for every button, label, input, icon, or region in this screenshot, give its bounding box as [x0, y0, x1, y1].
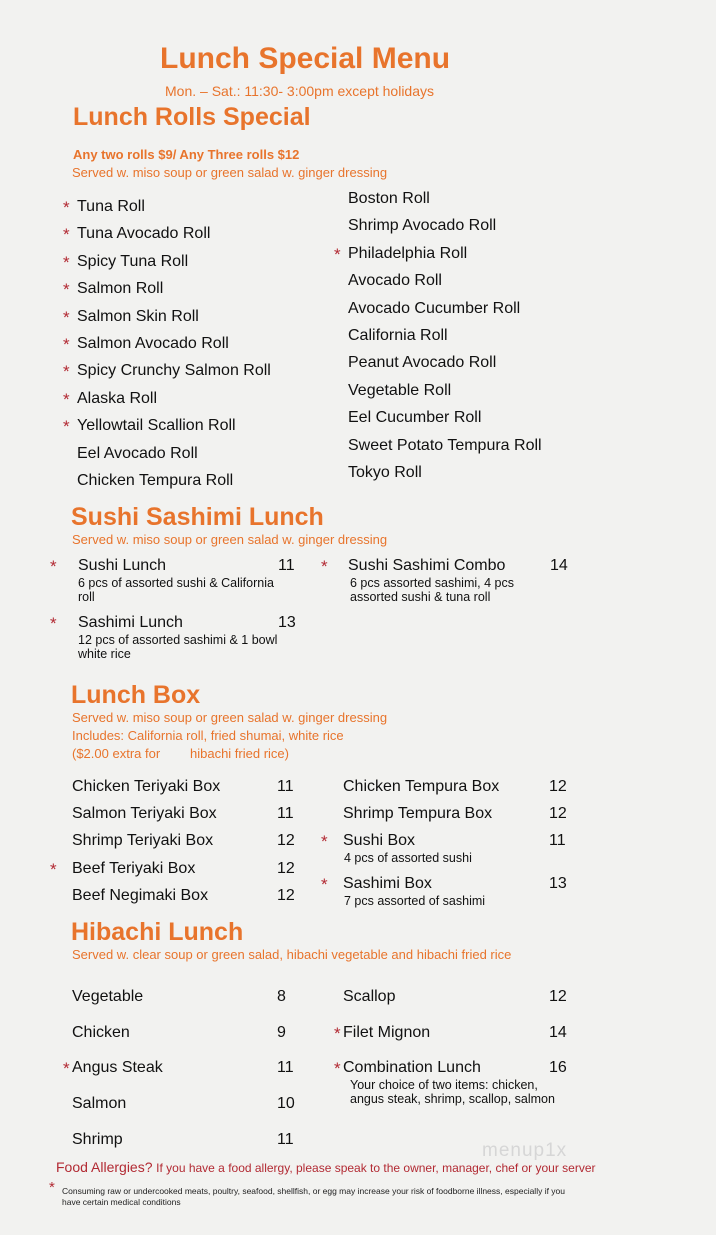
raw-star-icon: * [321, 832, 328, 851]
item-name: Salmon [72, 1095, 127, 1112]
sashimi-lunch-price: 13 [278, 614, 296, 631]
roll-name: Vegetable Roll [348, 381, 452, 399]
roll-name: Sweet Potato Tempura Roll [348, 436, 542, 454]
raw-star-icon: * [334, 244, 341, 264]
box-note-extra-b: hibachi fried rice) [190, 746, 289, 761]
item-name: Filet Mignon [343, 1024, 431, 1041]
item-name: Shrimp [72, 1131, 123, 1148]
item-name: Shrimp Tempura Box [343, 805, 493, 822]
roll-name: Peanut Avocado Roll [348, 354, 497, 372]
roll-name: Philadelphia Roll [348, 244, 468, 262]
item-price: 12 [549, 805, 567, 822]
roll-name: Spicy Tuna Roll [77, 252, 189, 270]
raw-star-icon: * [63, 389, 70, 409]
hibachi-note: Served w. clear soup or green salad, hibachi vegetable and hibachi fried rice [72, 947, 512, 962]
item-name: Combination Lunch [343, 1059, 481, 1076]
sushi-note: Served w. miso soup or green salad w. ginger dressing [72, 532, 388, 547]
sushi-sashimi-combo-desc: 6 pcs assorted sashimi, 4 pcs assorted sushi & tuna roll [350, 576, 514, 604]
raw-star-icon: * [63, 417, 70, 437]
raw-star-icon: * [321, 875, 328, 894]
roll-name: Salmon Skin Roll [77, 307, 199, 325]
raw-star-icon: * [63, 335, 70, 354]
item-name: Shrimp Teriyaki Box [72, 832, 214, 849]
sushi-lunch-name: Sushi Lunch [78, 557, 167, 574]
raw-star-icon: * [50, 557, 57, 576]
raw-star-icon: * [334, 1059, 341, 1078]
rolls-note: Served w. miso soup or green salad w. ginger dressing [72, 165, 388, 180]
item-price: 11 [549, 832, 566, 849]
roll-name: Tuna Roll [77, 198, 145, 215]
item-price: 13 [549, 875, 567, 892]
item-price: 12 [549, 988, 567, 1005]
roll-name: Avocado Roll [348, 272, 442, 290]
roll-name: Boston Roll [348, 190, 430, 207]
box-heading: Lunch Box [71, 681, 201, 709]
roll-name: Salmon Avocado Roll [77, 335, 229, 352]
item-price: 11 [277, 805, 294, 822]
raw-star-icon: * [63, 280, 70, 300]
sushi-lunch-price: 11 [278, 557, 295, 574]
rolls-promo: Any two rolls $9/ Any Three rolls $12 [73, 147, 300, 162]
raw-star-icon: * [63, 307, 70, 327]
roll-name: California Roll [348, 327, 448, 344]
roll-name: Tokyo Roll [348, 464, 422, 481]
sushi-sashimi-combo-price: 14 [550, 557, 568, 574]
allergy-label: Food Allergies? [56, 1159, 153, 1175]
roll-name: Shrimp Avocado Roll [348, 217, 497, 235]
rolls-heading: Lunch Rolls Special [73, 103, 311, 131]
allergy-line [56, 1159, 596, 1175]
sushi-sashimi-combo-name: Sushi Sashimi Combo [348, 557, 506, 574]
raw-star-icon: * [321, 557, 328, 576]
item-name: Chicken Tempura Box [343, 778, 500, 795]
roll-name: Eel Cucumber Roll [348, 409, 482, 427]
item-price: 9 [277, 1024, 286, 1041]
item-name: Scallop [343, 988, 396, 1005]
item-name: Angus Steak [72, 1059, 163, 1076]
raw-star-icon: * [63, 1059, 70, 1078]
raw-star-icon: * [50, 860, 57, 879]
box-note-includes: Includes: California roll, fried shumai, white rice [72, 728, 344, 743]
item-price: 12 [277, 887, 295, 904]
sushi-lunch-desc: 6 pcs of assorted sushi & California roll [78, 576, 274, 604]
page-title: Lunch Special Menu [160, 42, 451, 75]
sashimi-lunch-name: Sashimi Lunch [78, 614, 183, 631]
roll-name: Salmon Roll [77, 280, 164, 298]
roll-name: Spicy Crunchy Salmon Roll [77, 362, 271, 380]
item-price: 16 [549, 1059, 567, 1076]
disclaimer-text: Consuming raw or undercooked meats, poultry, seafood, shellfish, or egg may increase your risk of foodborne illness, especially if you have certain medical conditions [62, 1186, 566, 1207]
item-price: 12 [549, 778, 567, 795]
item-name: Chicken Teriyaki Box [72, 778, 221, 795]
item-price: 14 [549, 1024, 567, 1041]
item-name: Sushi Box [343, 832, 416, 849]
roll-name: Yellowtail Scallion Roll [77, 417, 236, 435]
hibachi-heading: Hibachi Lunch [71, 918, 244, 946]
raw-star-icon: * [334, 1024, 341, 1043]
item-price: 10 [277, 1095, 295, 1112]
item-desc: 4 pcs of assorted sushi [344, 851, 472, 865]
roll-name: Tuna Avocado Roll [77, 225, 211, 243]
sushi-heading: Sushi Sashimi Lunch [71, 503, 324, 531]
roll-name: Chicken Tempura Roll [77, 472, 234, 489]
disclaimer-star-icon: * [49, 1179, 55, 1196]
item-name: Beef Negimaki Box [72, 887, 209, 904]
sashimi-lunch-desc: 12 pcs of assorted sashimi & 1 bowl white rice [78, 633, 278, 661]
item-desc: 7 pcs assorted of sashimi [344, 894, 486, 908]
raw-star-icon: * [50, 614, 57, 633]
item-name: Beef Teriyaki Box [72, 860, 196, 877]
item-price: 12 [277, 860, 295, 877]
watermark-logo: menup1x [482, 1140, 568, 1161]
item-price: 11 [277, 778, 294, 795]
item-name: Vegetable [72, 988, 144, 1005]
item-price: 11 [277, 1059, 294, 1076]
roll-name: Alaska Roll [77, 389, 158, 407]
box-note-extra-a: ($2.00 extra for [72, 746, 161, 761]
item-name: Salmon Teriyaki Box [72, 805, 217, 822]
allergy-text: If you have a food allergy, please speak to the owner, manager, chef or your server [156, 1161, 596, 1175]
roll-name: Avocado Cucumber Roll [348, 299, 521, 317]
raw-star-icon: * [63, 198, 70, 217]
item-name: Sashimi Box [343, 875, 432, 892]
item-name: Chicken [72, 1024, 130, 1041]
item-price: 12 [277, 832, 295, 849]
item-price: 8 [277, 988, 286, 1005]
item-desc: Your choice of two items: chicken, angus steak, shrimp, scallop, salmon [350, 1078, 555, 1106]
hours-text: Mon. – Sat.: 11:30- 3:00pm except holidays [165, 83, 435, 99]
item-price: 11 [277, 1131, 294, 1148]
raw-star-icon: * [63, 225, 70, 245]
box-note-served: Served w. miso soup or green salad w. ginger dressing [72, 710, 388, 725]
raw-star-icon: * [63, 252, 70, 272]
raw-star-icon: * [63, 362, 70, 382]
roll-name: Eel Avocado Roll [77, 444, 198, 462]
